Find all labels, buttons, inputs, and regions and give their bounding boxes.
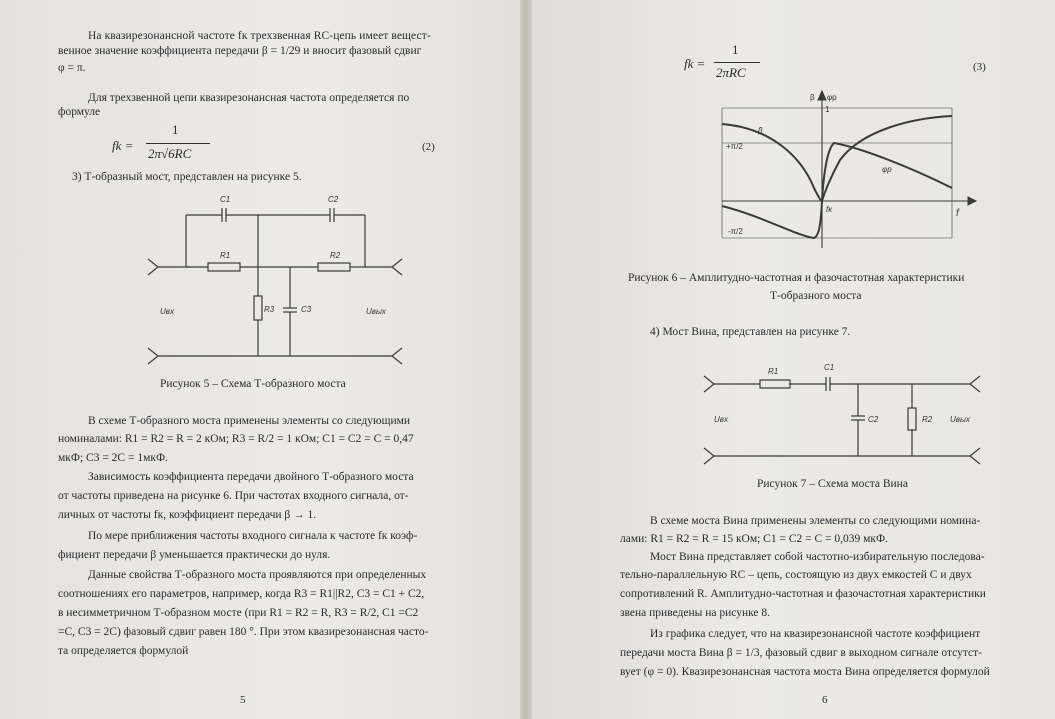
figure-7-wien-bridge-schematic xyxy=(532,352,1055,472)
body-line-10: соотношениях его параметров, например, когда R3 = R1||R2, C3 = C1 + C2, xyxy=(58,588,425,600)
graph-label-beta: β xyxy=(758,126,763,135)
right-body-line-1: В схеме моста Вина применены элементы со следующими номина- xyxy=(650,515,981,527)
label-wien-c1: C1 xyxy=(824,363,835,372)
figure-7-caption: Рисунок 7 – Схема моста Вина xyxy=(757,478,908,490)
tbridge-intro: 3) Т-образный мост, представлен на рисунке 5. xyxy=(72,171,302,183)
right-body-line-7: Из графика следует, что на квазирезонансной частоте коэффициент xyxy=(650,628,981,640)
label-wien-c2: C2 xyxy=(868,415,879,424)
figure-5-caption: Рисунок 5 – Схема Т-образного моста xyxy=(160,378,346,390)
graph-axis-y-label: β ▲ φр xyxy=(810,93,837,102)
equation-number-3: (3) xyxy=(973,61,986,73)
body-line-8: фициент передачи β уменьшается практически до нуля. xyxy=(58,549,331,561)
label-c3: C3 xyxy=(301,305,312,314)
right-page xyxy=(532,0,1055,719)
book-gutter xyxy=(520,0,532,719)
right-body-line-6: звена приведены на рисунке 8. xyxy=(620,607,771,619)
freq-line-2: формуле xyxy=(58,106,101,118)
right-body-line-3: Мост Вина представляет собой частотно-избирательную последова- xyxy=(650,551,985,563)
body-line-1: В схеме Т-образного моста применены элементы со следующими xyxy=(88,415,411,427)
graph-label-fk: fк xyxy=(826,205,832,214)
formula-2-denominator: 2π√6RC xyxy=(148,146,192,161)
body-line-9: Данные свойства Т-образного моста проявляются при определенных xyxy=(88,569,427,581)
right-body-line-5: сопротивлений R. Амплитудно-частотная и фазочастотная характеристики xyxy=(620,588,986,600)
body-line-7: По мере приближения частоты входного сигнала к частоте fк коэф- xyxy=(88,530,418,542)
label-c2: C2 xyxy=(328,195,339,204)
right-body-line-2: лами: R1 = R2 = R = 15 кОм; C1 = C2 = C = 0,039 мкФ. xyxy=(620,533,888,545)
label-wien-uout: Uвых xyxy=(950,415,970,424)
label-wien-r1: R1 xyxy=(768,367,779,376)
graph-label-plus-half-pi: +π/2 xyxy=(726,142,743,151)
body-line-4: Зависимость коэффициента передачи двойного Т-образного моста xyxy=(88,471,414,483)
freq-line-1: Для трехзвенной цепи квазирезонансная частота определяется по xyxy=(88,92,410,104)
label-r2: R2 xyxy=(330,251,341,260)
equation-number-2: (2) xyxy=(422,141,435,153)
formula-2-lhs: fk = xyxy=(112,138,134,153)
left-page xyxy=(0,0,520,719)
body-line-6: личных от частоты fк, коэффициент передачи β → 1. xyxy=(58,509,317,521)
formula-3-denominator: 2πRC xyxy=(716,65,746,80)
body-line-5: от частоты приведена на рисунке 6. При частотах входного сигнала, от- xyxy=(58,490,409,502)
label-uout: Uвых xyxy=(366,307,386,316)
body-line-13: та определяется формулой xyxy=(58,645,189,657)
label-c1: C1 xyxy=(220,195,231,204)
figure-6-caption-line-1: Рисунок 6 – Амплитудно-частотная и фазочастотная характеристики xyxy=(628,272,965,284)
graph-label-f: f xyxy=(956,208,959,219)
label-r3: R3 xyxy=(264,305,275,314)
graph-label-one: 1 xyxy=(825,105,830,114)
right-body-line-9: вует (φ = 0). Квазирезонансная частота моста Вина определяется формулой xyxy=(620,666,990,678)
body-line-2: номиналами: R1 = R2 = R = 2 кОм; R3 = R/2 = 1 кОм; C1 = C2 = C = 0,47 xyxy=(58,433,414,445)
intro-line-1: На квазирезонансной частоте fк трехзвенная RC-цепь имеет вещест- xyxy=(88,30,431,42)
figure-5-tbridge-schematic xyxy=(0,190,520,380)
wien-intro: 4) Мост Вина, представлен на рисунке 7. xyxy=(650,326,851,338)
figure-6-frequency-response-graph xyxy=(532,88,1055,278)
label-wien-r2: R2 xyxy=(922,415,933,424)
figure-6-caption-line-2: Т-образного моста xyxy=(770,290,862,302)
formula-2-numerator: 1 xyxy=(172,122,179,137)
right-body-line-4: тельно-параллельную RC – цепь, состоящую из двух емкостей C и двух xyxy=(620,569,972,581)
intro-line-3: φ = π. xyxy=(58,62,86,74)
graph-label-minus-half-pi: -π/2 xyxy=(728,227,743,236)
body-line-11: в несимметричном Т-образном мосте (при R1 = R2 = R, R3 = R/2, C1 =C2 xyxy=(58,607,419,619)
label-r1: R1 xyxy=(220,251,231,260)
intro-line-2: венное значение коэффициента передачи β = 1/29 и вносит фазовый сдвиг xyxy=(58,45,422,57)
right-body-line-8: передачи моста Вина β = 1/3, фазовый сдвиг в выходном сигнале отсутст- xyxy=(620,647,982,659)
formula-2 xyxy=(112,122,242,170)
graph-label-phi: φр xyxy=(882,165,892,174)
body-line-12: =C, C3 = 2C) фазовый сдвиг равен 180 °. При этом квазирезонансная часто- xyxy=(58,626,429,638)
label-wien-uin: Uвх xyxy=(714,415,728,424)
label-uin: Uвх xyxy=(160,307,174,316)
formula-3-lhs: fk = xyxy=(684,56,706,71)
formula-3 xyxy=(684,44,794,84)
formula-3-numerator: 1 xyxy=(732,42,739,57)
page-number-left: 5 xyxy=(240,694,246,706)
body-line-3: мкФ; C3 = 2C = 1мкФ. xyxy=(58,452,168,464)
page-number-right: 6 xyxy=(822,694,828,706)
